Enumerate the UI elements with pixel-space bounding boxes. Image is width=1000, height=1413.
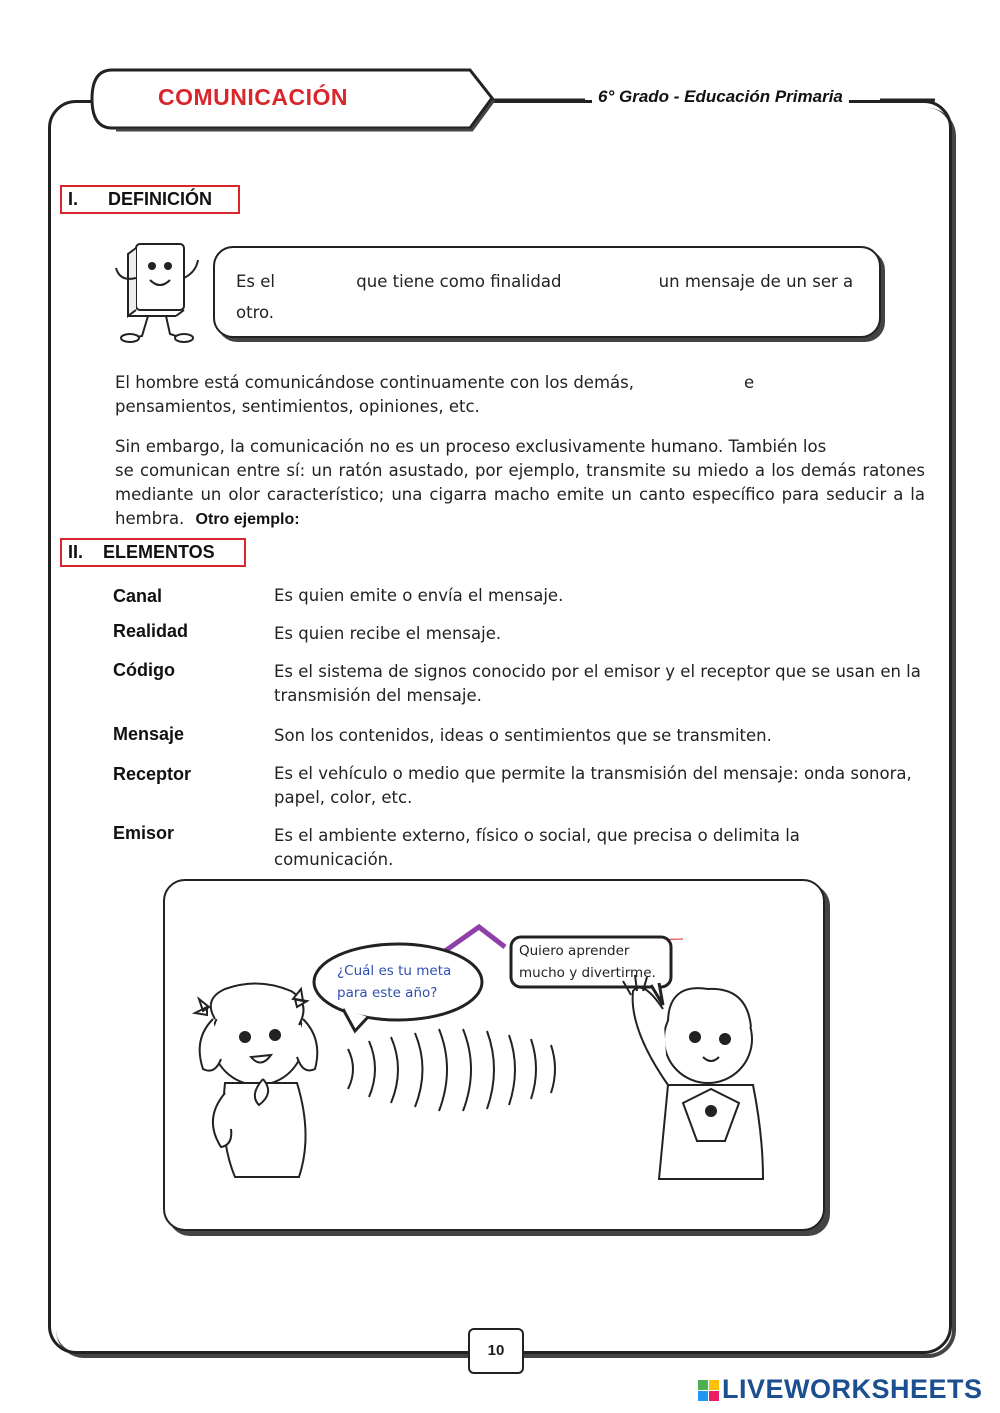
paragraph-1-part-1: El hombre está comunicándose continuamente con los demás, [115,373,634,392]
page-title: COMUNICACIÓN [158,84,348,110]
definition-text [236,266,856,328]
sound-wave-10 [551,1045,555,1093]
element-term-6[interactable]: Emisor [113,823,175,843]
grade-label: 6° Grado - Educación Primaria [592,87,849,107]
element-definition-4: Son los contenidos, ideas o sentimientos que se transmiten. [274,726,772,745]
paragraph-1-part-3: pensamientos, sentimientos, opiniones, etc. [115,397,480,416]
children-illustration [163,879,825,1231]
boy-speech-line-2: mucho y divertirme. [519,965,656,981]
header-decoration [0,0,1000,140]
sound-wave-8 [509,1035,515,1105]
boy-figure [623,975,763,1179]
purple-mark-icon [445,927,505,951]
sound-wave-3 [391,1037,398,1103]
boy-speech-line-1: Quiero aprender [519,943,630,959]
element-definition-5: Es el vehículo o medio que permite la transmisión del mensaje: onda sonora, papel, color, etc. [274,764,912,807]
brand-name[interactable]: LIVEWORKSHEETS [722,1374,983,1404]
element-definition-3: Es el sistema de signos conocido por el emisor y el receptor que se usan en la transmisión del mensaje. [274,662,921,705]
section-heading-elementos: II. ELEMENTOS [60,538,246,567]
sound-wave-2 [369,1041,375,1097]
liveworksheets-logo-icon [698,1380,720,1402]
definition-part-1: Es el [236,272,276,291]
element-definition-2: Es quien recibe el mensaje. [274,624,502,643]
section-heading-definicion: I. DEFINICIÓN [60,185,240,214]
girl-speech-text [337,960,451,1004]
element-term-5[interactable]: Receptor [113,764,192,784]
girl-figure [195,983,317,1177]
paragraph-2-line-1: Sin embargo, la comunicación no es un proceso exclusivamente humano. También los [115,437,827,456]
paragraph-2 [115,435,925,532]
sound-wave-9 [531,1039,536,1099]
definition-part-2: que tiene como finalidad [356,272,562,291]
sound-wave-5 [439,1029,447,1111]
paragraph-1 [115,371,925,419]
definition-part-4: otro. [236,303,275,322]
page-number: 10 [468,1328,524,1374]
sound-wave-6 [463,1029,471,1111]
paragraph-2-rest: se comunican entre sí: un ratón asustado, por ejemplo, transmite su miedo a los demás ratones mediante un olor característico; una cigarra macho emite un canto específico para seducir a la hembra. [115,461,925,528]
paragraph-1-part-2: e [743,373,755,392]
girl-speech-line-2: para este año? [337,985,438,1001]
boy-speech-text [519,940,656,984]
otro-ejemplo-label: Otro ejemplo: [195,511,300,528]
sound-wave-7 [487,1031,494,1109]
element-definition-6: Es el ambiente externo, físico o social, que precisa o delimita la comunicación. [274,826,800,869]
element-term-2[interactable]: Realidad [113,621,189,641]
book-mascot-icon [108,238,208,346]
element-term-3[interactable]: Código [113,660,175,680]
girl-speech-line-1: ¿Cuál es tu meta [337,963,452,979]
element-term-1[interactable]: Canal [113,586,163,606]
sound-wave-1 [348,1049,353,1089]
element-definition-1: Es quien emite o envía el mensaje. [274,586,564,605]
sound-wave-4 [415,1033,423,1107]
element-term-4[interactable]: Mensaje [113,724,185,744]
definition-part-3: un mensaje de un ser a [658,272,854,291]
